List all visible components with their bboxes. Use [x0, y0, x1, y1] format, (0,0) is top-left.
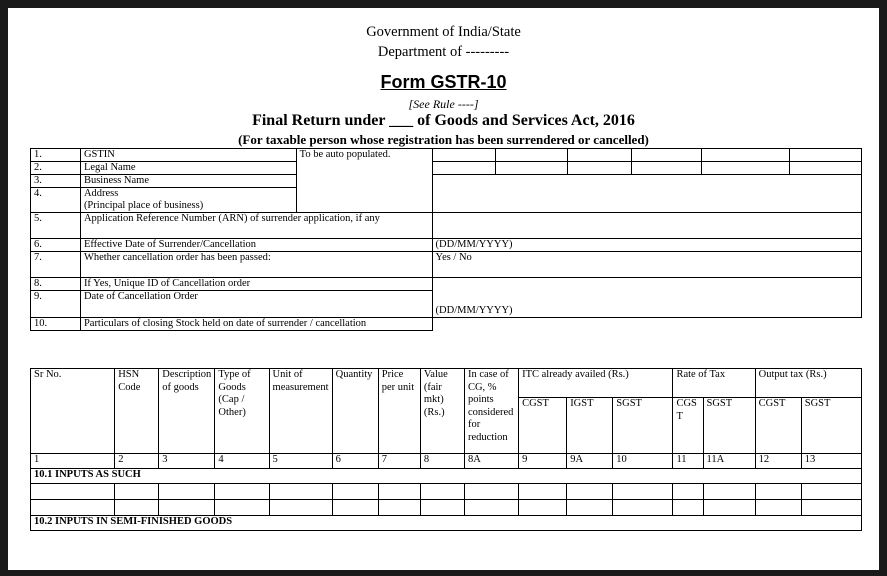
header-price: Price per unit — [378, 369, 420, 454]
col-number: 13 — [801, 454, 861, 469]
header-description: Description of goods — [159, 369, 215, 454]
closing-stock-table — [30, 368, 862, 531]
col-number: 9A — [567, 454, 613, 469]
col-number: 1 — [31, 454, 115, 469]
col-number: 2 — [115, 454, 159, 469]
yes-no-option: Yes / No — [432, 252, 861, 278]
document-page — [8, 8, 879, 570]
row-no: 1. — [31, 149, 81, 162]
header-itc: ITC already availed (Rs.) — [519, 369, 673, 398]
row-no: 4. — [31, 188, 81, 201]
header-sr-no: Sr No. — [31, 369, 115, 454]
col-number: 12 — [755, 454, 801, 469]
row-no: 6. — [31, 239, 81, 252]
header-unit: Unit of measurement — [269, 369, 332, 454]
row-label-unique-id: If Yes, Unique ID of Cancellation order — [80, 278, 432, 291]
details-table — [30, 148, 862, 331]
row-no — [31, 200, 81, 213]
subheader-output-cgst: CGST — [755, 398, 801, 454]
table-row — [31, 484, 862, 500]
col-number: 4 — [215, 454, 269, 469]
col-number: 7 — [378, 454, 420, 469]
col-number: 8 — [420, 454, 464, 469]
header-value: Value (fair mkt) (Rs.) — [420, 369, 464, 454]
header-rate: Rate of Tax — [673, 369, 755, 398]
row-label-gstin: GSTIN — [80, 149, 296, 162]
gov-line-1: Government of India/State — [366, 24, 521, 40]
row-no: 8. — [31, 278, 81, 291]
table-row — [31, 500, 862, 516]
section-semi-finished: 10.2 INPUTS IN SEMI-FINISHED GOODS — [31, 516, 862, 531]
col-number: 10 — [613, 454, 673, 469]
subheader-itc-cgst: CGST — [519, 398, 567, 454]
auto-populated-note: To be auto populated. — [296, 149, 432, 213]
col-number: 11 — [673, 454, 703, 469]
header-cg-points: In case of CG, % points considered for reduction — [464, 369, 518, 454]
col-number: 11A — [703, 454, 755, 469]
rule-reference: [See Rule ----] — [408, 97, 479, 111]
header-quantity: Quantity — [332, 369, 378, 454]
subheader-output-sgst: SGST — [801, 398, 861, 454]
government-header — [8, 22, 879, 62]
row-label-arn: Application Reference Number (ARN) of surrender application, if any — [80, 213, 432, 239]
date-format-cancellation: (DD/MM/YYYY) — [432, 278, 861, 318]
date-format-effective: (DD/MM/YYYY) — [432, 239, 861, 252]
subheader-itc-igst: IGST — [567, 398, 613, 454]
col-number: 9 — [519, 454, 567, 469]
row-label-closing-stock: Particulars of closing Stock held on date of surrender / cancellation — [80, 318, 432, 331]
header-type: Type of Goods (Cap / Other) — [215, 369, 269, 454]
form-title: Form GSTR-10 — [380, 72, 507, 92]
row-no: 3. — [31, 175, 81, 188]
col-number: 8A — [464, 454, 518, 469]
col-number: 5 — [269, 454, 332, 469]
row-label-cancellation-date: Date of Cancellation Order — [80, 291, 432, 318]
row-label-address: Address — [80, 188, 296, 201]
col-number: 3 — [159, 454, 215, 469]
row-label-cancellation-passed: Whether cancellation order has been passed: — [80, 252, 432, 278]
header-hsn: HSN Code — [115, 369, 159, 454]
form-subtitle: (For taxable person whose registration has been surrendered or cancelled) — [238, 132, 649, 147]
act-title: Final Return under ___ of Goods and Services Act, 2016 — [252, 112, 635, 129]
column-number-row — [31, 454, 862, 469]
subheader-itc-sgst: SGST — [613, 398, 673, 454]
col-number: 6 — [332, 454, 378, 469]
row-label-business-name: Business Name — [80, 175, 296, 188]
row-no: 7. — [31, 252, 81, 278]
row-label-effective-date: Effective Date of Surrender/Cancellation — [80, 239, 432, 252]
subheader-rate-sgst: SGST — [703, 398, 755, 454]
row-no: 9. — [31, 291, 81, 318]
gov-line-2: Department of --------- — [377, 44, 510, 60]
subheader-rate-cgst: CGST — [673, 398, 703, 454]
row-no: 10. — [31, 318, 81, 331]
header-output-tax: Output tax (Rs.) — [755, 369, 861, 398]
section-inputs-as-such: 10.1 INPUTS AS SUCH — [31, 469, 862, 484]
row-label-legal-name: Legal Name — [80, 162, 296, 175]
row-no: 5. — [31, 213, 81, 239]
row-label-address-sub: (Principal place of business) — [80, 200, 296, 213]
row-no: 2. — [31, 162, 81, 175]
